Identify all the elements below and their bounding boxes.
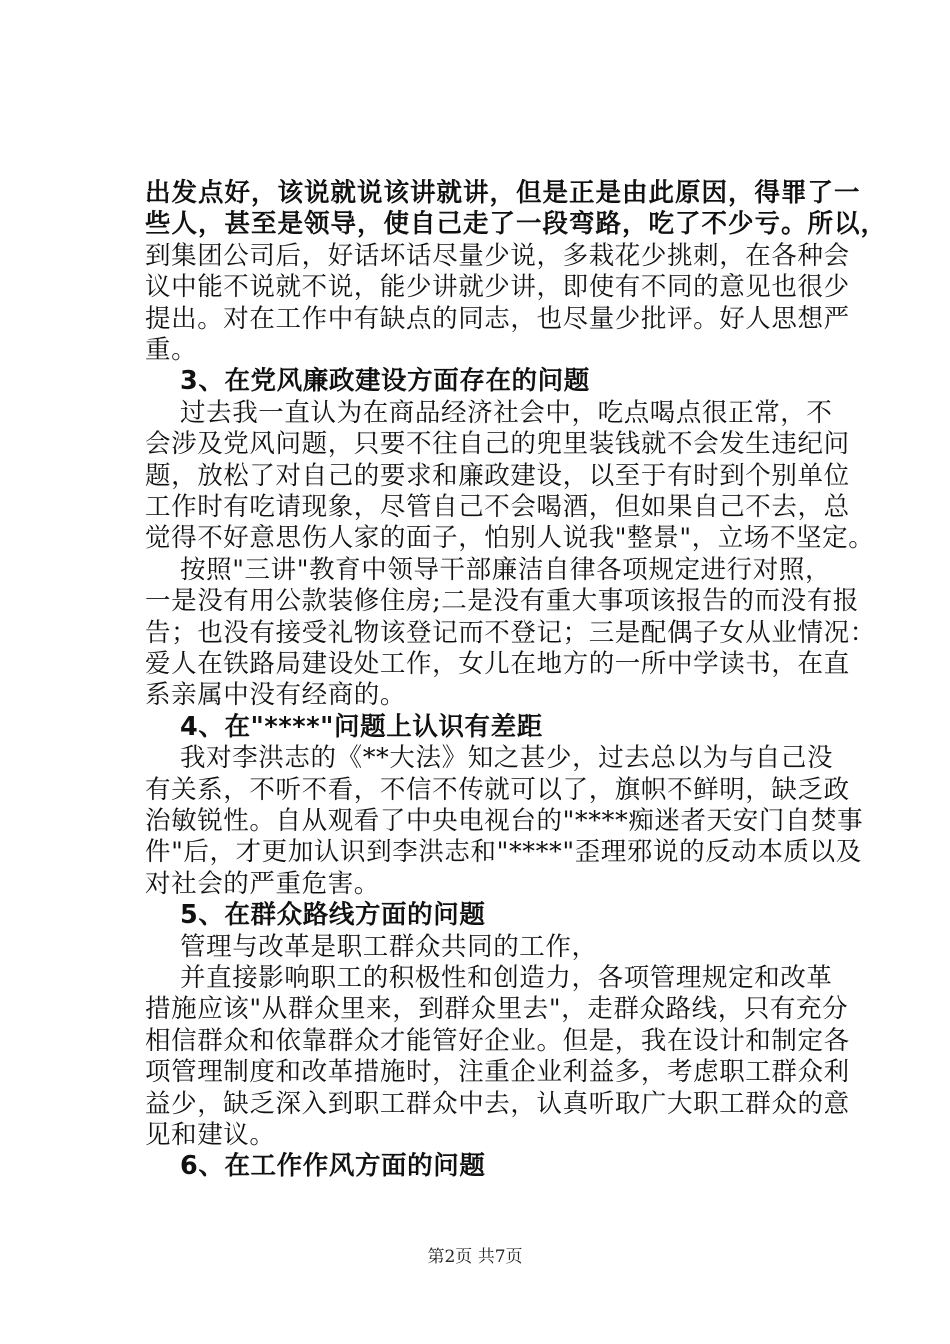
paragraph-line: 会涉及党风问题，只要不往自己的兜里装钱就不会发生违纪问 <box>145 429 850 460</box>
paragraph-line: 题，放松了对自己的要求和廉政建设，以至于有时到个别单位 <box>145 460 850 491</box>
paragraph-line: 系亲属中没有经商的。 <box>145 680 407 711</box>
paragraph-line: 件"后，才更加认识到李洪志和"****"歪理邪说的反动本质以及 <box>145 837 862 868</box>
section-heading-5: 5、在群众路线方面的问题 <box>180 900 486 931</box>
paragraph-line: 我对李洪志的《**大法》知之甚少，过去总以为与自己没 <box>180 743 834 774</box>
section-heading-4: 4、在"****"问题上认识有差距 <box>180 711 543 742</box>
paragraph-line: 管理与改革是职工群众共同的工作， <box>180 931 598 962</box>
paragraph-line: 项管理制度和改革措施时，注重企业利益多，考虑职工群众利 <box>145 1057 850 1088</box>
page-number-footer: 第2页 共7页 <box>427 1247 523 1267</box>
paragraph-line: 相信群众和依靠群众才能管好企业。但是，我在设计和制定各 <box>145 1025 850 1056</box>
paragraph-line: 有关系，不听不看，不信不传就可以了，旗帜不鲜明，缺乏政 <box>145 774 850 805</box>
section-heading-3: 3、在党风廉政建设方面存在的问题 <box>180 366 590 397</box>
paragraph-line: 治敏锐性。自从观看了中央电视台的"****痴迷者天安门自焚事 <box>145 806 864 836</box>
paragraph-line: 对社会的严重危害。 <box>145 868 380 899</box>
paragraph-line: 议中能不说就不说，能少讲就少讲，即使有不同的意见也很少 <box>145 272 850 303</box>
paragraph-line: 见和建议。 <box>145 1120 276 1150</box>
paragraph-line: 出发点好，该说就说该讲就讲，但是正是由此原因，得罪了一 <box>145 178 861 208</box>
paragraph-line: 些人，甚至是领导，使自己走了一段弯路，吃了不少亏。所以， <box>145 209 888 240</box>
paragraph-line: 按照"三讲"教育中领导干部廉洁自律各项规定进行对照， <box>180 554 832 585</box>
paragraph-line: 爱人在铁路局建设处工作，女儿在地方的一所中学读书，在直 <box>145 649 850 679</box>
paragraph-line: 措施应该"从群众里来，到群众里去"，走群众路线，只有充分 <box>145 994 849 1025</box>
paragraph-line: 觉得不好意思伤人家的面子，怕别人说我"整景"，立场不坚定。 <box>145 523 875 554</box>
paragraph-line: 重。 <box>145 335 198 365</box>
paragraph-line: 提出。对在工作中有缺点的同志，也尽量少批评。好人思想严 <box>145 303 850 334</box>
paragraph-line: 告；也没有接受礼物该登记而不登记；三是配偶子女从业情况： <box>145 617 876 648</box>
paragraph-line: 工作时有吃请现象，尽管自己不会喝酒，但如果自己不去，总 <box>145 492 850 522</box>
paragraph-line: 并直接影响职工的积极性和创造力，各项管理规定和改革 <box>180 963 833 993</box>
paragraph-line: 到集团公司后，好话坏话尽量少说，多栽花少挑刺，在各种会 <box>145 240 850 271</box>
paragraph-line: 一是没有用公款装修住房;二是没有重大事项该报告的而没有报 <box>145 586 859 617</box>
paragraph-line: 益少，缺乏深入到职工群众中去，认真听取广大职工群众的意 <box>145 1088 850 1119</box>
section-heading-6: 6、在工作作风方面的问题 <box>180 1151 486 1182</box>
paragraph-line: 过去我一直认为在商品经济社会中，吃点喝点很正常，不 <box>180 397 833 428</box>
